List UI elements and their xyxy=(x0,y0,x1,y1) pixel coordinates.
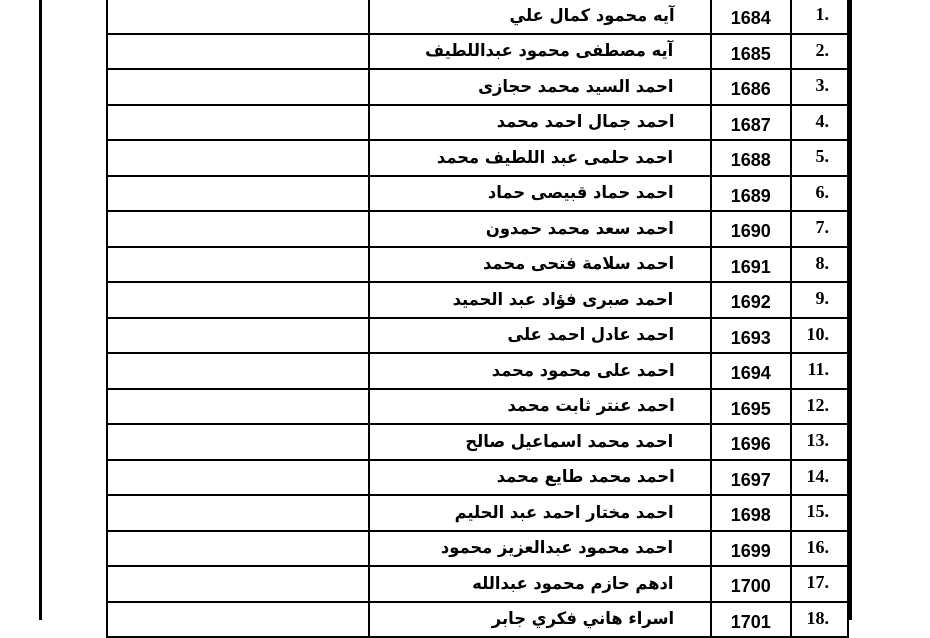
table-row xyxy=(107,211,848,247)
table-row xyxy=(107,176,848,212)
table-row xyxy=(107,105,848,141)
student-name: احمد عادل احمد على xyxy=(507,325,675,346)
signature-cell xyxy=(107,318,369,354)
table-row xyxy=(107,389,848,425)
seat-number-cell: 1687 xyxy=(711,105,791,141)
signature-cell xyxy=(107,105,369,141)
row-index-cell: 18. xyxy=(791,602,848,638)
signature-cell xyxy=(107,34,369,70)
table-row xyxy=(107,495,848,531)
seat-number-cell: 1685 xyxy=(711,34,791,70)
signature-cell xyxy=(107,424,369,460)
table-row xyxy=(107,424,848,460)
seat-number-cell: 1700 xyxy=(711,566,791,602)
student-name: احمد مختار احمد عبد الحليم xyxy=(454,502,674,523)
table-body xyxy=(107,0,848,637)
signature-cell xyxy=(107,389,369,425)
signature-cell xyxy=(107,247,369,283)
row-index-cell: 14. xyxy=(791,460,848,496)
row-index-cell: 16. xyxy=(791,531,848,567)
student-name-cell xyxy=(369,566,711,602)
student-name: احمد جمال احمد محمد xyxy=(496,112,675,133)
table-row xyxy=(107,318,848,354)
seat-number-cell: 1694 xyxy=(711,353,791,389)
row-index-cell: 7. xyxy=(791,211,848,247)
student-name: اسراء هاني فكري جابر xyxy=(491,609,675,630)
student-name: احمد عنتر ثابت محمد xyxy=(507,396,675,417)
signature-cell xyxy=(107,140,369,176)
table-row xyxy=(107,353,848,389)
student-name: احمد سعد محمد حمدون xyxy=(486,218,675,239)
seat-number-cell: 1693 xyxy=(711,318,791,354)
student-name-cell xyxy=(369,531,711,567)
seat-number-cell: 1688 xyxy=(711,140,791,176)
signature-cell xyxy=(107,0,369,34)
signature-cell xyxy=(107,495,369,531)
seat-number-cell: 1690 xyxy=(711,211,791,247)
student-name-cell xyxy=(369,140,711,176)
student-name-cell xyxy=(369,176,711,212)
seat-number-cell: 1691 xyxy=(711,247,791,283)
student-name-cell xyxy=(369,389,711,425)
student-name: آيه محمود كمال علي xyxy=(509,5,675,26)
student-name: احمد السيد محمد حجازى xyxy=(478,76,674,97)
seat-number-cell: 1689 xyxy=(711,176,791,212)
table-row xyxy=(107,34,848,70)
student-name-cell xyxy=(369,318,711,354)
student-name: احمد حلمى عبد اللطيف محمد xyxy=(436,147,674,168)
row-index-cell: 17. xyxy=(791,566,848,602)
row-index-cell: 11. xyxy=(791,353,848,389)
signature-cell xyxy=(107,69,369,105)
student-name: احمد على محمود محمد xyxy=(491,360,675,381)
seat-number-cell: 1699 xyxy=(711,531,791,567)
row-index-cell: 6. xyxy=(791,176,848,212)
student-name-cell xyxy=(369,0,711,34)
seat-number-cell: 1697 xyxy=(711,460,791,496)
row-index-cell: 3. xyxy=(791,69,848,105)
table-row xyxy=(107,460,848,496)
row-index-cell: 12. xyxy=(791,389,848,425)
student-name: احمد محمد طايع محمد xyxy=(496,467,675,488)
row-index-cell: 1. xyxy=(791,0,848,34)
table-row xyxy=(107,69,848,105)
signature-cell xyxy=(107,176,369,212)
row-index-cell: 2. xyxy=(791,34,848,70)
row-index-cell: 8. xyxy=(791,247,848,283)
signature-cell xyxy=(107,282,369,318)
student-name-cell xyxy=(369,105,711,141)
seat-number-cell: 1701 xyxy=(711,602,791,638)
student-name-cell xyxy=(369,282,711,318)
student-name-cell xyxy=(369,495,711,531)
row-index-cell: 13. xyxy=(791,424,848,460)
table-row xyxy=(107,247,848,283)
student-name: ادهم حازم محمود عبدالله xyxy=(472,573,674,594)
row-index-cell: 9. xyxy=(791,282,848,318)
table-row xyxy=(107,140,848,176)
table-row xyxy=(107,0,848,34)
row-index-cell: 15. xyxy=(791,495,848,531)
seat-number-cell: 1684 xyxy=(711,0,791,34)
seat-number-cell: 1695 xyxy=(711,389,791,425)
student-name: احمد سلامة فتحى محمد xyxy=(482,254,674,275)
student-name-cell xyxy=(369,424,711,460)
seat-number-cell: 1686 xyxy=(711,69,791,105)
seat-number-cell: 1698 xyxy=(711,495,791,531)
row-index-cell: 5. xyxy=(791,140,848,176)
student-name-cell xyxy=(369,211,711,247)
document-page xyxy=(39,0,852,632)
row-index-cell: 10. xyxy=(791,318,848,354)
signature-cell xyxy=(107,531,369,567)
signature-cell xyxy=(107,566,369,602)
student-name-cell xyxy=(369,69,711,105)
signature-cell xyxy=(107,211,369,247)
signature-cell xyxy=(107,460,369,496)
signature-cell xyxy=(107,602,369,638)
student-name: احمد حماد قبيصى حماد xyxy=(488,183,675,204)
table-row xyxy=(107,566,848,602)
student-list-table xyxy=(106,0,849,638)
table-row xyxy=(107,602,848,638)
table-row xyxy=(107,531,848,567)
student-name-cell xyxy=(369,247,711,283)
signature-cell xyxy=(107,353,369,389)
student-name: احمد محمود عبدالعزيز محمود xyxy=(440,538,674,559)
student-name: احمد محمد اسماعيل صالح xyxy=(465,431,674,452)
student-name-cell xyxy=(369,353,711,389)
student-name-cell xyxy=(369,34,711,70)
student-name-cell xyxy=(369,602,711,638)
seat-number-cell: 1696 xyxy=(711,424,791,460)
seat-number-cell: 1692 xyxy=(711,282,791,318)
table-row xyxy=(107,282,848,318)
student-name: احمد صبرى فؤاد عبد الحميد xyxy=(452,289,674,310)
row-index-cell: 4. xyxy=(791,105,848,141)
student-name-cell xyxy=(369,460,711,496)
student-name: آيه مصطفى محمود عبداللطيف xyxy=(424,41,673,62)
